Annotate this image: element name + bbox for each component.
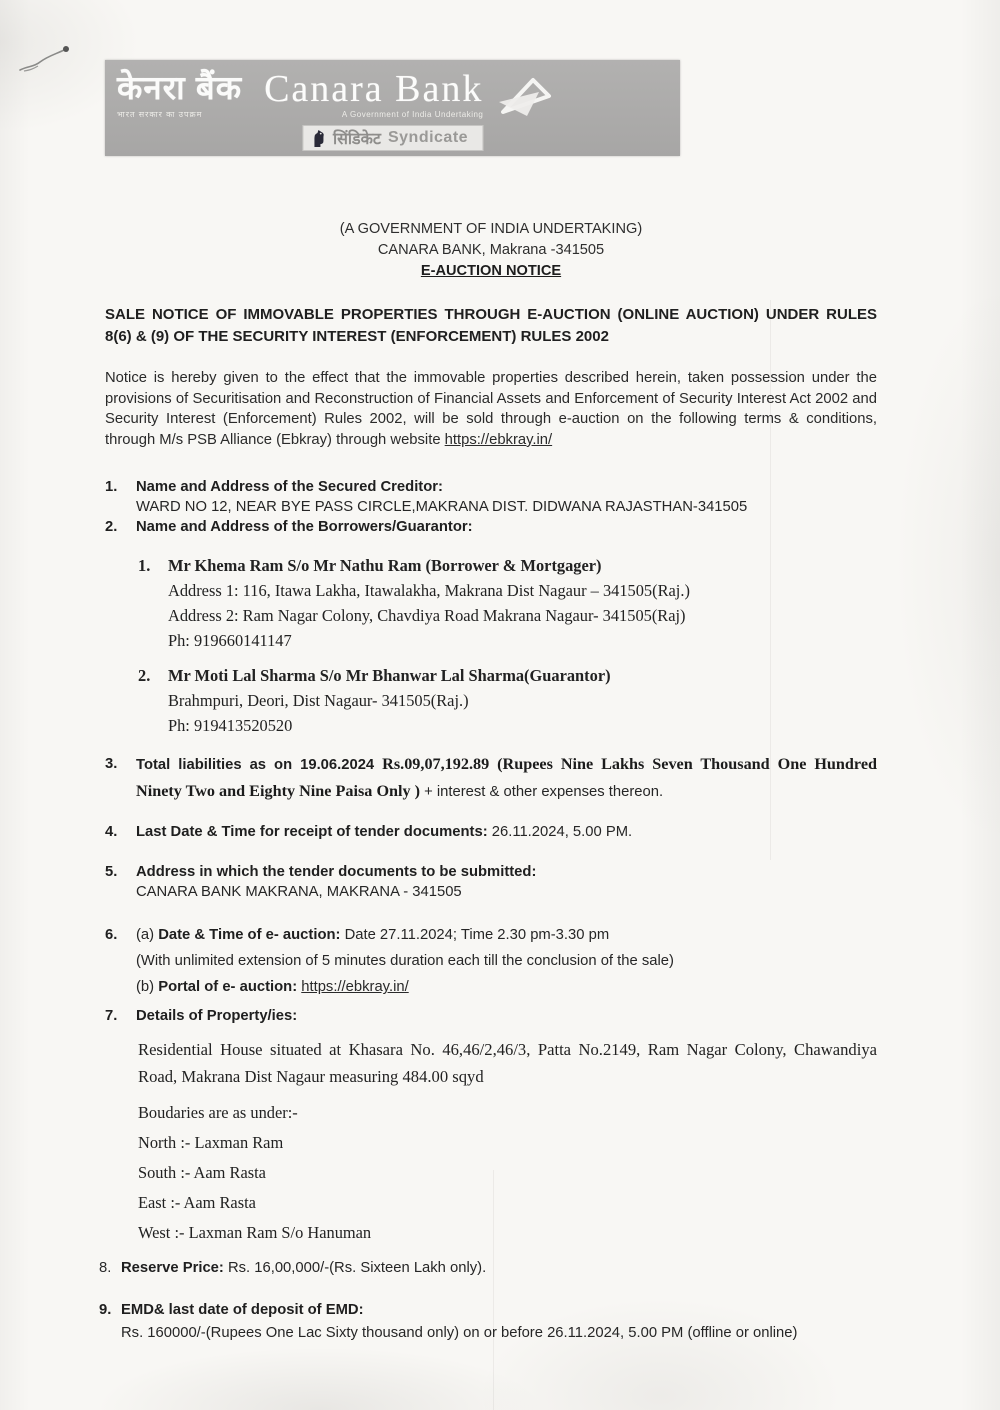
boundary-east: East :- Aam Rasta [138,1193,256,1213]
bank-header-banner [105,60,680,156]
item-tender-address [105,862,877,902]
title-e-auction-notice: E-AUCTION NOTICE [420,263,562,279]
reserve-price-heading: Reserve Price: [121,1260,228,1277]
bank-name-english: Canara Bank [264,68,484,110]
sale-notice-heading: SALE NOTICE OF IMMOVABLE PROPERTIES THROUGH E-AUCTION (ONLINE AUCTION) UNDER RULES 8(6) & (9) OF THE SECURITY INTEREST (ENFORCEMENT) RULES 2002 [105,306,877,345]
secured-creditor-heading: Name and Address of the Secured Creditor: [136,479,443,496]
item-auction-datetime [105,922,877,1000]
tender-address-heading: Address in which the tender documents to be submitted: [136,864,537,881]
item-number: 3. [105,756,118,773]
boundary-south: South :- Aam Rasta [138,1163,266,1183]
sub-item-number: 1. [138,556,151,576]
item-total-liabilities [105,751,877,805]
tender-address-value: CANARA BANK MAKRANA, MAKRANA - 341505 [136,884,462,901]
canara-bank-logo-icon [493,72,555,124]
emd-heading: EMD& last date of deposit of EMD: [121,1302,364,1319]
syndicate-name-english: Syndicate [387,129,469,146]
item-number: 1. [105,479,118,496]
property-description: Residential House situated at Khasara No. 46,46/2,46/3, Patta No.2149, Ram Nagar Colony, Chawandiya Road, Makrana Dist Nagaur measuring 484.00 sqyd [138,1040,877,1087]
item-tender-last-date [105,822,877,842]
title-block [105,219,877,282]
borrowers-heading: Name and Address of the Borrowers/Guarantor: [136,519,473,536]
notice-intro-paragraph [105,368,877,450]
syndicate-badge [302,125,483,151]
title-undertaking: (A GOVERNMENT OF INDIA UNDERTAKING) [339,221,643,237]
item-number: 6. [105,927,118,944]
item-number: 2. [105,519,118,536]
borrower-2-name: Mr Moti Lal Sharma S/o Mr Bhanwar Lal Sharma(Guarantor) [168,666,611,686]
pen-mark [14,40,84,80]
auction-extension-note: (With unlimited extension of 5 minutes duration each till the conclusion of the sale) [136,953,674,970]
liabilities-lead: Total liabilities as on 19.06.2024 [136,757,383,774]
intro-text: Notice is hereby given to the effect that the immovable properties described herein, taken possession under the provisions of Securitisation and Reconstruction of Financial Assets and Enforcement of Security Interest Act 2002 and Security Interest (Enforcement) Rules 2002, will be sold through e-auction on the following terms & conditions, through M/s PSB Alliance (Ebkray) through website [105,370,877,448]
bank-name-hindi: केनरा बैंक [117,69,243,106]
title-branch: CANARA BANK, Makrana -341505 [377,242,605,258]
bank-tagline-hindi: भारत सरकार का उपक्रम [117,110,203,119]
liabilities-amount: Rs.09,07,192.89 (Rupees Nine Lakhs Seven Thousand One Hundred Ninety Two and Eighty Nine Paisa Only ) [136,755,878,801]
borrower-1-address-1: Address 1: 116, Itawa Lakha, Itawalakha, Makrana Dist Nagaur – 341505(Raj.) [168,581,690,601]
emd-value: Rs. 160000/-(Rupees One Lac Sixty thousand only) on or before 26.11.2024, 5.00 PM (offline or online) [121,1325,798,1342]
sub-item-number: 2. [138,666,151,686]
bank-tagline-english: A Government of India Undertaking [341,110,484,119]
item-borrowers-heading [105,517,877,537]
item-number: 7. [105,1008,118,1025]
borrower-1-address-2: Address 2: Ram Nagar Colony, Chavdiya Road Makrana Nagaur- 341505(Raj) [168,606,686,626]
reserve-price-value: Rs. 16,00,000/-(Rs. Sixteen Lakh only). [227,1260,487,1277]
syndicate-dog-icon [311,129,326,148]
item-secured-creditor [105,477,877,517]
item-number: 4. [105,824,118,841]
borrower-2-phone: Ph: 919413520520 [168,716,293,736]
ebkray-link[interactable]: https://ebkray.in/ [444,431,553,448]
borrower-1-block [138,553,877,653]
boundary-west: West :- Laxman Ram S/o Hanuman [138,1223,372,1243]
borrower-2-block [138,663,877,738]
secured-creditor-address: WARD NO 12, NEAR BYE PASS CIRCLE,MAKRANA DIST. DIDWANA RAJASTHAN-341505 [136,499,748,516]
item-number: 5. [105,864,118,881]
auction-b-prefix: (b) [136,979,159,996]
boundary-north: North :- Laxman Ram [138,1133,284,1153]
borrower-1-phone: Ph: 919660141147 [168,631,292,651]
borrower-1-name: Mr Khema Ram S/o Mr Nathu Ram (Borrower & Mortgager) [168,556,602,576]
item-number: 8. [99,1260,112,1277]
item-reserve-price [99,1258,877,1278]
property-details-heading: Details of Property/ies: [136,1008,298,1025]
auction-portal-heading: Portal of e- auction: [158,979,302,996]
item-emd [99,1300,877,1343]
liabilities-tail: + interest & other expenses thereon. [424,784,664,801]
auction-datetime-value: Date 27.11.2024; Time 2.30 pm-3.30 pm [344,927,610,944]
auction-a-prefix: (a) [136,927,159,944]
borrower-2-address: Brahmpuri, Deori, Dist Nagaur- 341505(Raj.) [168,691,469,711]
item-property-details [105,1006,877,1026]
auction-datetime-heading: Date & Time of e- auction: [158,927,345,944]
item-number: 9. [99,1302,112,1319]
auction-portal-link[interactable]: https://ebkray.in/ [301,979,409,996]
boundaries-heading: Boudaries are as under:- [138,1103,298,1123]
syndicate-name-hindi: सिंडिकेट [332,131,381,148]
tender-last-date-heading: Last Date & Time for receipt of tender documents: [136,824,488,841]
tender-last-date-value: 26.11.2024, 5.00 PM. [487,824,633,841]
